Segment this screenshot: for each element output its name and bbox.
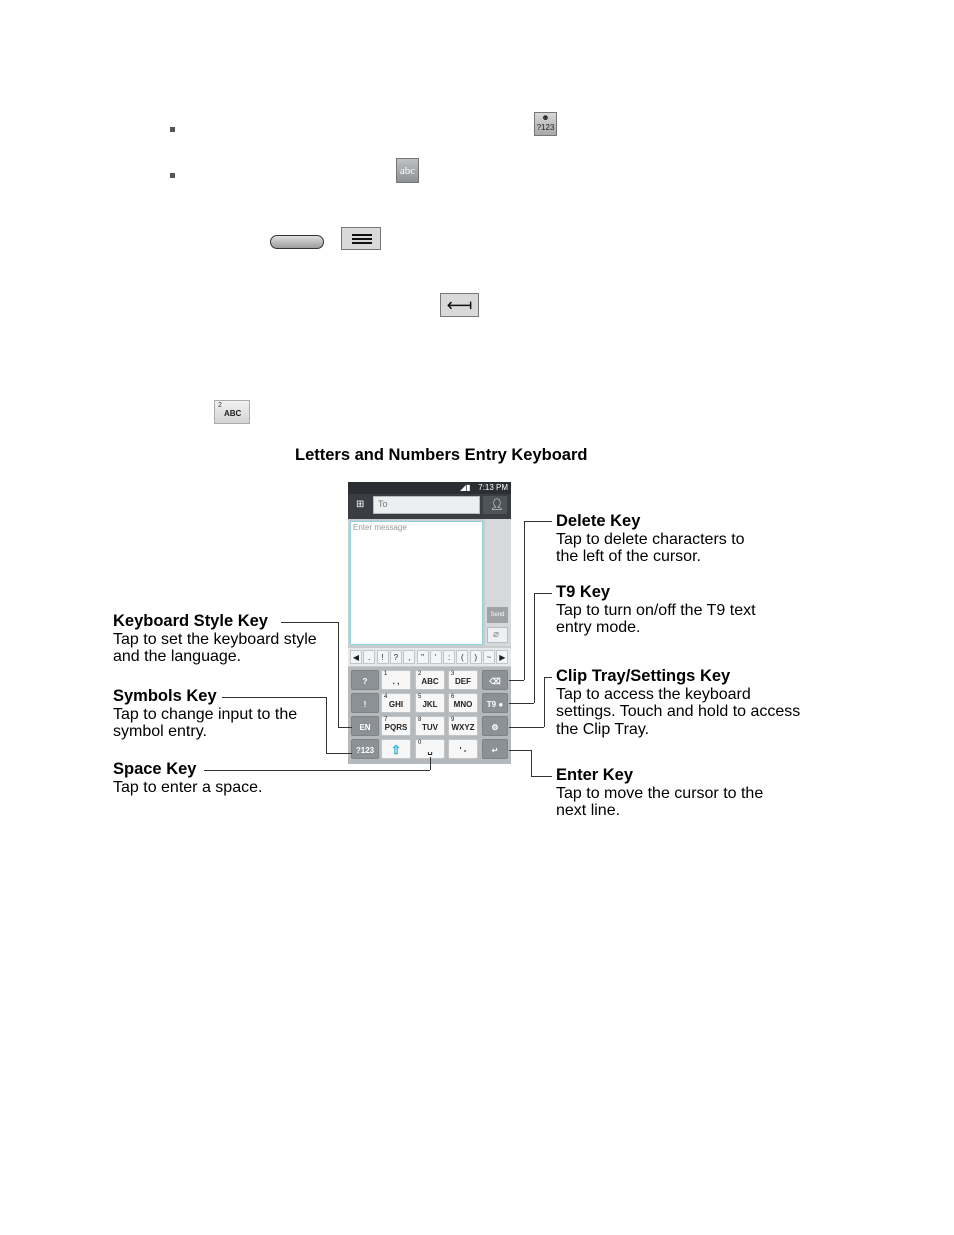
def-key[interactable] — [448, 670, 478, 690]
callout-space-line-1: Tap to enter a space. — [113, 778, 263, 796]
scroll-left-icon[interactable]: ◀ — [350, 650, 362, 664]
callout-clip-tray-line-3: the Clip Tray. — [556, 720, 650, 738]
symbols-key[interactable] — [351, 739, 379, 759]
leader-t9-v — [534, 593, 535, 703]
phone-screenshot — [348, 482, 511, 764]
key-label: T9 ● — [486, 700, 504, 709]
abc-2-key-number: 2 — [218, 402, 222, 409]
symbol-key[interactable]: , — [403, 650, 415, 664]
bullet-2 — [170, 173, 175, 178]
key-label: MNO — [453, 700, 473, 709]
callout-clip-tray-title: Clip Tray/Settings Key — [556, 667, 731, 685]
callout-enter-line-1: Tap to move the cursor to the — [556, 784, 764, 802]
wxyz-key[interactable] — [448, 716, 478, 736]
menu-key-icon — [341, 227, 381, 250]
leader-keyboard-style-v — [338, 622, 339, 727]
space-key[interactable] — [415, 739, 445, 759]
delete-key[interactable] — [482, 670, 508, 690]
key-number: 0 — [418, 740, 422, 746]
leader-clip-h — [544, 677, 552, 678]
abc-icon-label: abc — [399, 165, 416, 177]
callout-symbols-line-1: Tap to change input to the — [113, 705, 298, 723]
key-label: ⌫ — [489, 677, 501, 686]
abc-key[interactable] — [415, 670, 445, 690]
callout-symbols-title: Symbols Key — [113, 687, 217, 705]
leader-enter-h2 — [531, 776, 552, 777]
figure-title: Letters and Numbers Entry Keyboard — [295, 446, 588, 464]
leader-delete-h — [524, 521, 552, 522]
key-label: EN — [359, 723, 371, 732]
abc-key-icon — [396, 158, 419, 183]
key-label: ? — [362, 677, 368, 686]
t9-key[interactable] — [482, 693, 508, 713]
back-key-icon: ⟻ — [440, 293, 479, 317]
home-key-icon — [270, 235, 324, 249]
exclaim-key[interactable] — [351, 693, 379, 713]
paperclip-icon: ⌀ — [493, 629, 500, 640]
key-number: 8 — [418, 717, 422, 723]
callout-clip-tray-line-1: Tap to access the keyboard — [556, 685, 751, 703]
symbol-key[interactable]: ' — [430, 650, 442, 664]
key-number: 3 — [451, 671, 455, 677]
key-label: ↵ — [491, 746, 499, 755]
callout-delete-title: Delete Key — [556, 512, 641, 530]
key-number: 4 — [384, 694, 388, 700]
contact-button[interactable] — [483, 496, 507, 514]
callout-keyboard-style — [113, 613, 317, 666]
status-time: 7:13 PM — [478, 483, 508, 492]
callout-enter-title: Enter Key — [556, 766, 634, 784]
punctuation-key[interactable] — [381, 670, 411, 690]
key-label: ?123 — [355, 746, 375, 755]
key-number: 9 — [451, 717, 455, 723]
symbols-key-icon: ☻ ?123 — [534, 112, 557, 136]
pqrs-key[interactable] — [381, 716, 411, 736]
signal-icon: ◢▮ — [460, 483, 471, 492]
scroll-right-icon[interactable]: ▶ — [496, 650, 508, 664]
send-button[interactable]: Send — [487, 607, 508, 623]
to-field[interactable]: To — [373, 496, 480, 514]
symbol-key[interactable]: ! — [377, 650, 389, 664]
abc-2-key-label: ABC — [224, 409, 242, 418]
status-bar — [348, 482, 511, 494]
shift-key[interactable] — [381, 739, 411, 759]
symbol-key[interactable]: : — [443, 650, 455, 664]
symbols-icon-label: ?123 — [536, 123, 555, 132]
leader-symbols-h2 — [326, 753, 352, 754]
symbol-key[interactable]: " — [417, 650, 429, 664]
symbol-key[interactable]: ) — [470, 650, 482, 664]
key-label: TUV — [422, 723, 438, 732]
grid-icon[interactable]: ⊞ — [356, 499, 365, 510]
key-label: ' - — [459, 746, 467, 755]
key-label: PQRS — [384, 723, 408, 732]
key-number: 5 — [418, 694, 422, 700]
callout-delete — [556, 513, 745, 566]
leader-symbols-v — [326, 697, 327, 753]
person-icon: 👤︎ — [490, 499, 504, 511]
key-label: DEF — [455, 677, 471, 686]
symbol-key[interactable]: ( — [456, 650, 468, 664]
abc-2-key-icon — [214, 400, 250, 424]
settings-key[interactable] — [482, 716, 508, 736]
key-label: ⇧ — [390, 743, 402, 757]
callout-enter — [556, 767, 763, 820]
key-label: ⚙ — [491, 723, 499, 732]
callout-keyboard-style-line-1: Tap to set the keyboard style — [113, 630, 317, 648]
callout-delete-line-1: Tap to delete characters to — [556, 530, 745, 548]
key-number: 7 — [384, 717, 388, 723]
leader-keyboard-style-h2 — [338, 727, 352, 728]
key-label: ␣ — [427, 746, 433, 755]
callout-delete-line-2: the left of the cursor. — [556, 548, 701, 565]
key-number: 1 — [384, 671, 388, 677]
callout-symbols-line-2: symbol entry. — [113, 723, 207, 740]
bullet-1 — [170, 127, 175, 132]
key-number: 2 — [418, 671, 422, 677]
callout-t9-line-2: entry mode. — [556, 619, 641, 636]
leader-enter-v — [531, 750, 532, 776]
callout-keyboard-style-title: Keyboard Style Key — [113, 612, 268, 630]
callout-t9-line-1: Tap to turn on/off the T9 text — [556, 601, 756, 619]
key-label: WXYZ — [451, 723, 475, 732]
key-label: JKL — [422, 700, 438, 709]
callout-clip-tray — [556, 668, 800, 738]
callout-keyboard-style-line-2: and the language. — [113, 648, 242, 665]
leader-t9-h — [534, 593, 552, 594]
keyboard-style-key[interactable] — [351, 716, 379, 736]
jkl-key[interactable] — [415, 693, 445, 713]
key-label: ABC — [421, 677, 439, 686]
callout-clip-tray-line-2: settings. Touch and hold to access — [556, 703, 801, 720]
key-number: 6 — [451, 694, 455, 700]
attach-button[interactable] — [487, 627, 508, 643]
callout-space — [113, 761, 262, 796]
key-label: ! — [363, 700, 367, 709]
symbol-key[interactable]: ~ — [483, 650, 495, 664]
ghi-key[interactable] — [381, 693, 411, 713]
callout-enter-line-2: next line. — [556, 802, 621, 819]
question-key[interactable] — [351, 670, 379, 690]
leader-clip-v — [544, 677, 545, 727]
enter-key[interactable] — [482, 739, 508, 759]
leader-space-v — [430, 757, 431, 770]
callout-t9-title: T9 Key — [556, 583, 611, 601]
symbol-key[interactable]: ? — [390, 650, 402, 664]
symbol-key[interactable]: . — [363, 650, 375, 664]
mno-key[interactable] — [448, 693, 478, 713]
key-label: . , — [392, 677, 400, 686]
callout-t9 — [556, 584, 756, 637]
leader-delete-v — [524, 521, 525, 680]
apostrophe-key[interactable] — [448, 739, 478, 759]
tuv-key[interactable] — [415, 716, 445, 736]
leader-clip-h2 — [509, 727, 544, 728]
callout-symbols — [113, 688, 297, 741]
callout-space-title: Space Key — [113, 760, 197, 778]
leader-t9-h2 — [509, 703, 534, 704]
key-label: GHI — [388, 700, 404, 709]
leader-enter-h — [509, 750, 531, 751]
message-field[interactable]: Enter message — [350, 521, 483, 645]
leader-delete-h2 — [509, 680, 524, 681]
